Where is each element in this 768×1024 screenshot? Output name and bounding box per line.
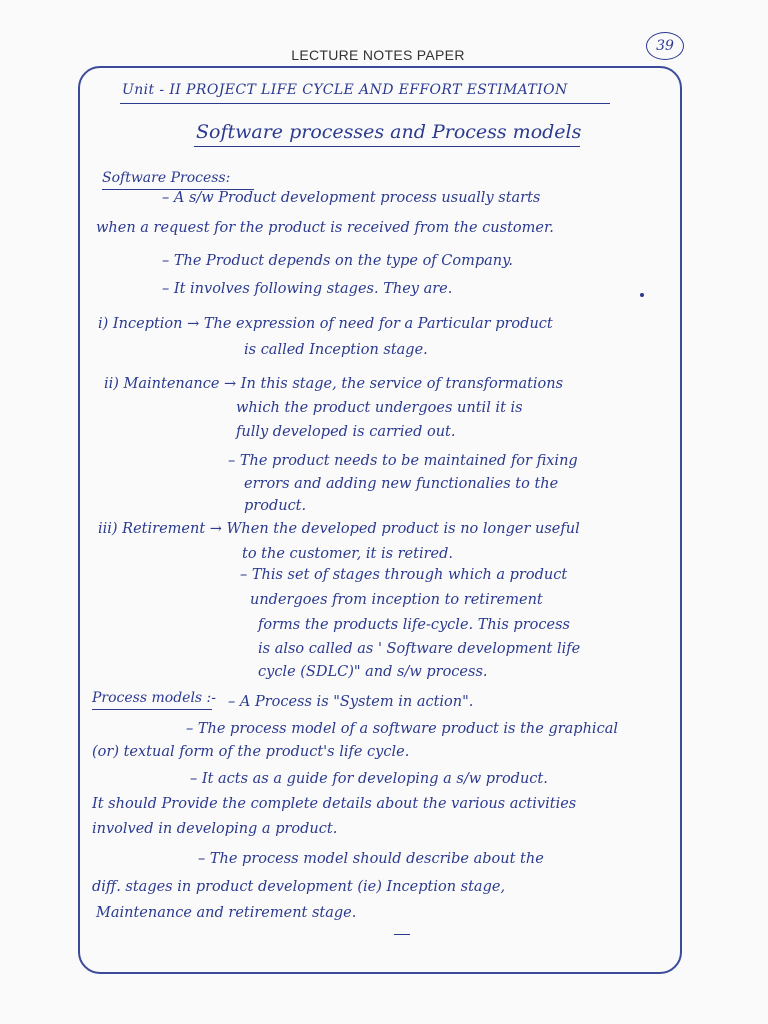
text-line: – The product needs to be maintained for fixing (228, 453, 578, 469)
text-line: – It acts as a guide for developing a s/w product. (190, 771, 548, 787)
ink-dot (640, 293, 644, 297)
text-line: – A s/w Product development process usually starts (162, 190, 541, 206)
text-line: cycle (SDLC)" and s/w process. (258, 664, 488, 680)
stage-maintenance: ii) Maintenance → In this stage, the service of transformations (104, 376, 564, 392)
text-line: diff. stages in product development (ie) Inception stage, (92, 879, 506, 895)
unit-title-underline (120, 103, 610, 104)
text-line: – The process model of a software product is the graphical (186, 721, 618, 737)
text-line: is also called as ' Software development life (258, 641, 581, 657)
stage-retirement: iii) Retirement → When the developed product is no longer useful (98, 521, 580, 537)
end-dash (394, 934, 410, 935)
text-line: to the customer, it is retired. (242, 546, 454, 562)
text-line: – The Product depends on the type of Company. (162, 253, 513, 269)
text-line: undergoes from inception to retirement (250, 592, 543, 608)
text-line: is called Inception stage. (244, 342, 428, 358)
unit-title: Unit - II PROJECT LIFE CYCLE AND EFFORT ESTIMATION (122, 82, 568, 98)
section-title: Software processes and Process models (196, 121, 582, 143)
text-line: forms the products life-cycle. This process (258, 617, 570, 633)
stage-inception: i) Inception → The expression of need for a Particular product (98, 316, 553, 332)
text-line: – This set of stages through which a product (240, 567, 568, 583)
text-line: – The process model should describe about the (198, 851, 544, 867)
text-line: Maintenance and retirement stage. (96, 905, 357, 921)
section-title-underline (194, 146, 580, 147)
software-process-heading: Software Process: (102, 170, 231, 186)
process-models-heading-underline (92, 709, 212, 710)
text-line: which the product undergoes until it is (236, 400, 523, 416)
text-line: when a request for the product is received from the customer. (96, 220, 554, 236)
paper-header: LECTURE NOTES PAPER (291, 47, 465, 63)
text-line: fully developed is carried out. (236, 424, 456, 440)
text-line: product. (244, 498, 307, 514)
text-line: involved in developing a product. (92, 821, 338, 837)
page-number: 39 (646, 32, 684, 60)
text-line: – It involves following stages. They are. (162, 281, 453, 297)
text-line: It should Provide the complete details about the various activities (92, 796, 577, 812)
text-line: (or) textual form of the product's life cycle. (92, 744, 410, 760)
text-line: – A Process is "System in action". (228, 694, 474, 710)
text-line: errors and adding new functionalies to the (244, 476, 559, 492)
process-models-heading: Process models :- (92, 690, 216, 706)
